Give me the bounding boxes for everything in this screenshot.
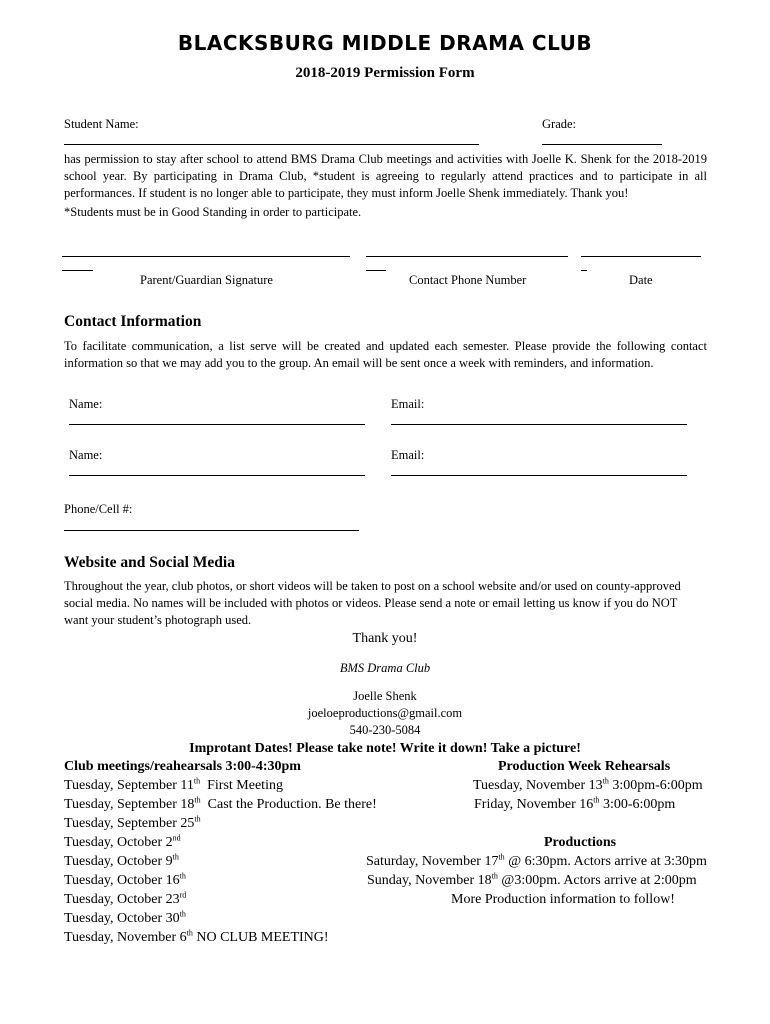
- meeting-date: Tuesday, October 23rd: [64, 890, 187, 907]
- parent-signature-field[interactable]: [62, 256, 350, 257]
- social-paragraph: Throughout the year, club photos, or short videos will be taken to post on a school website and/or used on county-approved social media. No names will be included with photos or videos. Please send a note or email letting us know if you do NOT want your student’s photograph used.: [64, 579, 681, 627]
- meeting-date: Tuesday, November 6th NO CLUB MEETING!: [64, 928, 329, 945]
- contact-name-label-1: Name:: [69, 397, 103, 411]
- contact-phone-field[interactable]: [366, 256, 568, 257]
- important-dates-headline: Improtant Dates! Please take note! Write it down! Take a picture!: [189, 741, 581, 756]
- grade-field[interactable]: [542, 144, 662, 145]
- meeting-date: Tuesday, October 16th: [64, 871, 186, 888]
- permission-paragraph: has permission to stay after school to attend BMS Drama Club meetings and activities with Joelle K. Shenk for the 2018-2019 school year. By participating in Drama Club, *student is agreeing to regularly attend practices and to participate in all performances. If student is no longer able to participate, they must inform Joelle Shenk immediately. Thank you!: [64, 152, 707, 200]
- phone-line-tail: [366, 270, 386, 271]
- meeting-date: Tuesday, October 2nd: [64, 833, 181, 850]
- director-phone: 540-230-5084: [349, 723, 421, 737]
- meeting-date: Tuesday, October 30th: [64, 909, 186, 926]
- production-week-date: Friday, November 16th 3:00-6:00pm: [474, 795, 676, 812]
- phone-cell-field[interactable]: [64, 530, 359, 531]
- director-email: joeloeproductions@gmail.com: [307, 706, 463, 720]
- good-standing-note: *Students must be in Good Standing in order to participate.: [64, 205, 362, 219]
- more-info-text: More Production information to follow!: [451, 892, 675, 907]
- contact-name-field-1[interactable]: [69, 424, 365, 425]
- club-name: BMS Drama Club: [339, 661, 431, 675]
- meeting-date: Tuesday, September 11th First Meeting: [64, 776, 283, 793]
- contact-name-label-2: Name:: [69, 448, 103, 462]
- grade-label: Grade:: [542, 117, 577, 131]
- page-subtitle: 2018-2019 Permission Form: [295, 65, 475, 81]
- student-name-field[interactable]: [64, 144, 479, 145]
- date-field[interactable]: [581, 256, 701, 257]
- contact-heading: Contact Information: [64, 313, 202, 330]
- contact-email-field-1[interactable]: [391, 424, 687, 425]
- student-name-label: Student Name:: [64, 117, 139, 131]
- director-name: Joelle Shenk: [353, 689, 417, 703]
- meeting-date: Tuesday, October 9th: [64, 852, 179, 869]
- contact-email-label-2: Email:: [391, 448, 425, 462]
- page-title: BLACKSBURG MIDDLE DRAMA CLUB: [177, 31, 593, 55]
- production-week-date: Tuesday, November 13th 3:00pm-6:00pm: [473, 776, 703, 793]
- contact-email-field-2[interactable]: [391, 475, 687, 476]
- production-week-heading: Production Week Rehearsals: [498, 759, 671, 774]
- phone-cell-label: Phone/Cell #:: [64, 502, 133, 516]
- date-line-tail: [581, 270, 587, 271]
- date-label: Date: [629, 273, 653, 287]
- contact-phone-label: Contact Phone Number: [409, 273, 527, 287]
- production-date: Sunday, November 18th @3:00pm. Actors arrive at 2:00pm: [367, 871, 697, 888]
- contact-paragraph: To facilitate communication, a list serve will be created and updated each semester. Please provide the following contact information so that we may add you to the group. An email will be sent once a week with reminders, and information.: [64, 339, 707, 370]
- parent-signature-label: Parent/Guardian Signature: [140, 273, 273, 287]
- meeting-date: Tuesday, September 25th: [64, 814, 201, 831]
- meeting-date: Tuesday, September 18th Cast the Production. Be there!: [64, 795, 377, 812]
- productions-heading: Productions: [544, 835, 617, 850]
- contact-email-label-1: Email:: [391, 397, 425, 411]
- thank-you-text: Thank you!: [352, 631, 418, 646]
- social-heading: Website and Social Media: [64, 554, 235, 571]
- signature-line-tail: [62, 270, 93, 271]
- production-date: Saturday, November 17th @ 6:30pm. Actors arrive at 3:30pm: [366, 852, 707, 869]
- contact-name-field-2[interactable]: [69, 475, 365, 476]
- meetings-heading: Club meetings/reahearsals 3:00-4:30pm: [64, 759, 301, 774]
